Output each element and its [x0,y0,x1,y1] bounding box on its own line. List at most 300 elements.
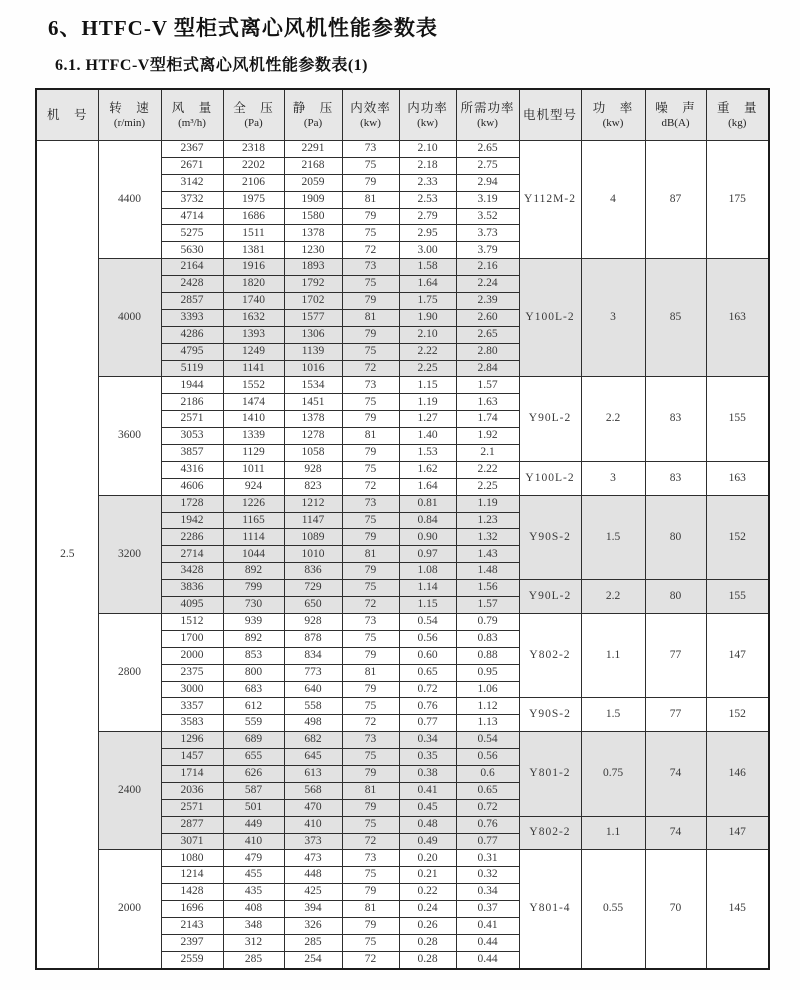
internal-efficiency-cell: 79 [342,208,399,225]
internal-power-cell: 0.28 [399,934,456,951]
internal-power-cell: 1.58 [399,259,456,276]
total-pressure-cell: 1129 [223,445,284,462]
internal-efficiency-cell: 79 [342,563,399,580]
total-pressure-cell: 799 [223,580,284,597]
static-pressure-cell: 1058 [284,445,342,462]
static-pressure-cell: 1139 [284,343,342,360]
static-pressure-cell: 836 [284,563,342,580]
static-pressure-cell: 1212 [284,495,342,512]
table-row [36,613,769,630]
noise-cell: 77 [645,613,706,697]
required-power-cell: 0.44 [456,951,519,969]
internal-efficiency-cell: 79 [342,529,399,546]
table-header [36,89,769,141]
air-volume-cell: 2143 [161,917,223,934]
speed-cell: 2000 [98,850,161,969]
air-volume-cell: 2571 [161,411,223,428]
static-pressure-cell: 1278 [284,428,342,445]
internal-efficiency-cell: 79 [342,681,399,698]
weight-cell: 152 [706,495,769,579]
noise-cell: 85 [645,259,706,377]
static-pressure-cell: 682 [284,732,342,749]
weight-cell: 147 [706,613,769,697]
air-volume-cell: 1944 [161,377,223,394]
col-header-title: 机 号 [46,107,88,122]
static-pressure-cell: 2168 [284,157,342,174]
required-power-cell: 0.44 [456,934,519,951]
internal-power-cell: 0.65 [399,664,456,681]
internal-efficiency-cell: 75 [342,580,399,597]
air-volume-cell: 5630 [161,242,223,259]
internal-power-cell: 0.72 [399,681,456,698]
motor-model-cell: Y90S-2 [519,495,581,579]
static-pressure-cell: 1893 [284,259,342,276]
total-pressure-cell: 1511 [223,225,284,242]
air-volume-cell: 1428 [161,884,223,901]
static-pressure-cell: 1378 [284,411,342,428]
static-pressure-cell: 410 [284,816,342,833]
internal-efficiency-cell: 75 [342,698,399,715]
static-pressure-cell: 394 [284,901,342,918]
static-pressure-cell: 425 [284,884,342,901]
internal-power-cell: 0.28 [399,951,456,969]
motor-power-cell: 3 [581,461,645,495]
required-power-cell: 2.75 [456,157,519,174]
internal-power-cell: 0.34 [399,732,456,749]
total-pressure-cell: 2106 [223,174,284,191]
total-pressure-cell: 449 [223,816,284,833]
air-volume-cell: 3428 [161,563,223,580]
col-header-internal-power [399,89,456,141]
col-header-unit: (kw) [360,116,381,129]
air-volume-cell: 4316 [161,461,223,478]
table-row [36,495,769,512]
total-pressure-cell: 348 [223,917,284,934]
internal-power-cell: 0.76 [399,698,456,715]
internal-power-cell: 0.41 [399,782,456,799]
internal-efficiency-cell: 72 [342,242,399,259]
air-volume-cell: 5119 [161,360,223,377]
total-pressure-cell: 455 [223,867,284,884]
weight-cell: 163 [706,461,769,495]
required-power-cell: 2.16 [456,259,519,276]
air-volume-cell: 1700 [161,630,223,647]
static-pressure-cell: 2291 [284,141,342,158]
static-pressure-cell: 1089 [284,529,342,546]
air-volume-cell: 1942 [161,512,223,529]
internal-efficiency-cell: 81 [342,546,399,563]
internal-power-cell: 0.97 [399,546,456,563]
internal-power-cell: 1.64 [399,276,456,293]
air-volume-cell: 2397 [161,934,223,951]
required-power-cell: 0.95 [456,664,519,681]
internal-efficiency-cell: 73 [342,377,399,394]
internal-efficiency-cell: 75 [342,749,399,766]
total-pressure-cell: 1975 [223,191,284,208]
internal-efficiency-cell: 79 [342,799,399,816]
speed-cell: 4000 [98,259,161,377]
speed-cell: 4400 [98,141,161,259]
required-power-cell: 2.84 [456,360,519,377]
internal-efficiency-cell: 79 [342,411,399,428]
static-pressure-cell: 498 [284,715,342,732]
static-pressure-cell: 2059 [284,174,342,191]
required-power-cell: 0.72 [456,799,519,816]
motor-model-cell: Y90S-2 [519,698,581,732]
internal-power-cell: 2.10 [399,326,456,343]
static-pressure-cell: 448 [284,867,342,884]
total-pressure-cell: 1226 [223,495,284,512]
noise-cell: 77 [645,698,706,732]
required-power-cell: 0.76 [456,816,519,833]
static-pressure-cell: 1016 [284,360,342,377]
required-power-cell: 2.94 [456,174,519,191]
static-pressure-cell: 613 [284,765,342,782]
required-power-cell: 0.56 [456,749,519,766]
internal-power-cell: 2.79 [399,208,456,225]
total-pressure-cell: 655 [223,749,284,766]
internal-efficiency-cell: 75 [342,394,399,411]
total-pressure-cell: 853 [223,647,284,664]
motor-power-cell: 0.75 [581,732,645,816]
internal-efficiency-cell: 79 [342,326,399,343]
air-volume-cell: 2671 [161,157,223,174]
internal-power-cell: 0.26 [399,917,456,934]
weight-cell: 147 [706,816,769,850]
required-power-cell: 0.54 [456,732,519,749]
required-power-cell: 1.06 [456,681,519,698]
air-volume-cell: 1214 [161,867,223,884]
col-header-title: 转 速 [109,100,150,115]
internal-power-cell: 0.90 [399,529,456,546]
static-pressure-cell: 470 [284,799,342,816]
required-power-cell: 1.12 [456,698,519,715]
air-volume-cell: 3732 [161,191,223,208]
required-power-cell: 0.31 [456,850,519,867]
internal-efficiency-cell: 75 [342,225,399,242]
col-header-unit: (kw) [417,116,438,129]
weight-cell: 175 [706,141,769,259]
required-power-cell: 3.73 [456,225,519,242]
total-pressure-cell: 1820 [223,276,284,293]
internal-efficiency-cell: 72 [342,833,399,850]
col-header-title: 重 量 [716,100,758,115]
required-power-cell: 0.83 [456,630,519,647]
page-title: 6、HTFC-V 型柜式离心风机性能参数表 [48,16,438,40]
motor-model-cell: Y802-2 [519,613,581,697]
total-pressure-cell: 1165 [223,512,284,529]
total-pressure-cell: 924 [223,478,284,495]
motor-model-cell: Y801-2 [519,732,581,816]
required-power-cell: 0.32 [456,867,519,884]
internal-efficiency-cell: 73 [342,613,399,630]
speed-cell: 3600 [98,377,161,495]
internal-power-cell: 1.15 [399,597,456,614]
total-pressure-cell: 435 [223,884,284,901]
motor-power-cell: 3 [581,259,645,377]
total-pressure-cell: 1393 [223,326,284,343]
col-header-static-pressure [284,89,342,141]
total-pressure-cell: 1044 [223,546,284,563]
internal-power-cell: 0.49 [399,833,456,850]
internal-power-cell: 1.19 [399,394,456,411]
motor-power-cell: 1.5 [581,698,645,732]
noise-cell: 80 [645,495,706,579]
noise-cell: 87 [645,141,706,259]
required-power-cell: 0.79 [456,613,519,630]
required-power-cell: 2.25 [456,478,519,495]
speed-cell: 2400 [98,732,161,850]
static-pressure-cell: 1147 [284,512,342,529]
static-pressure-cell: 650 [284,597,342,614]
col-header-title: 内功率 [407,100,448,115]
air-volume-cell: 3583 [161,715,223,732]
internal-efficiency-cell: 75 [342,276,399,293]
static-pressure-cell: 729 [284,580,342,597]
static-pressure-cell: 1702 [284,293,342,310]
noise-cell: 74 [645,816,706,850]
internal-power-cell: 3.00 [399,242,456,259]
required-power-cell: 2.65 [456,141,519,158]
air-volume-cell: 3836 [161,580,223,597]
required-power-cell: 2.80 [456,343,519,360]
internal-power-cell: 2.18 [399,157,456,174]
total-pressure-cell: 408 [223,901,284,918]
table-row [36,259,769,276]
air-volume-cell: 2286 [161,529,223,546]
internal-power-cell: 1.75 [399,293,456,310]
internal-efficiency-cell: 72 [342,360,399,377]
internal-efficiency-cell: 81 [342,191,399,208]
motor-power-cell: 2.2 [581,377,645,461]
motor-power-cell: 1.1 [581,816,645,850]
static-pressure-cell: 326 [284,917,342,934]
col-header-title: 内效率 [350,100,391,115]
internal-power-cell: 0.81 [399,495,456,512]
internal-power-cell: 1.27 [399,411,456,428]
required-power-cell: 1.32 [456,529,519,546]
total-pressure-cell: 1114 [223,529,284,546]
internal-efficiency-cell: 81 [342,782,399,799]
speed-cell: 2800 [98,613,161,731]
col-header-title: 所需功率 [460,100,515,115]
total-pressure-cell: 1339 [223,428,284,445]
motor-power-cell: 4 [581,141,645,259]
col-header-unit: (Pa) [244,116,263,129]
required-power-cell: 1.56 [456,580,519,597]
static-pressure-cell: 1010 [284,546,342,563]
static-pressure-cell: 773 [284,664,342,681]
table-row [36,850,769,867]
internal-efficiency-cell: 79 [342,293,399,310]
col-header-title: 全 压 [233,100,274,115]
internal-efficiency-cell: 75 [342,867,399,884]
total-pressure-cell: 1249 [223,343,284,360]
speed-cell: 3200 [98,495,161,613]
table-row [36,141,769,158]
required-power-cell: 1.63 [456,394,519,411]
total-pressure-cell: 626 [223,765,284,782]
air-volume-cell: 2714 [161,546,223,563]
internal-power-cell: 0.20 [399,850,456,867]
internal-efficiency-cell: 73 [342,850,399,867]
motor-model-cell: Y90L-2 [519,580,581,614]
internal-power-cell: 1.40 [399,428,456,445]
col-header-title: 风 量 [171,100,213,115]
internal-power-cell: 2.22 [399,343,456,360]
required-power-cell: 1.74 [456,411,519,428]
static-pressure-cell: 834 [284,647,342,664]
static-pressure-cell: 640 [284,681,342,698]
total-pressure-cell: 479 [223,850,284,867]
motor-model-cell: Y90L-2 [519,377,581,461]
motor-power-cell: 1.5 [581,495,645,579]
air-volume-cell: 4714 [161,208,223,225]
col-header-title: 静 压 [292,100,334,115]
col-header-title: 功 率 [592,100,634,115]
air-volume-cell: 4606 [161,478,223,495]
col-header-weight [706,89,769,141]
internal-power-cell: 1.90 [399,309,456,326]
total-pressure-cell: 1381 [223,242,284,259]
required-power-cell: 3.52 [456,208,519,225]
weight-cell: 146 [706,732,769,816]
col-header-noise [645,89,706,141]
static-pressure-cell: 285 [284,934,342,951]
required-power-cell: 1.23 [456,512,519,529]
air-volume-cell: 1512 [161,613,223,630]
static-pressure-cell: 1306 [284,326,342,343]
col-header-machine-no [36,89,98,141]
table-body [36,141,769,970]
required-power-cell: 0.34 [456,884,519,901]
required-power-cell: 2.65 [456,326,519,343]
air-volume-cell: 2559 [161,951,223,969]
weight-cell: 163 [706,259,769,377]
total-pressure-cell: 612 [223,698,284,715]
required-power-cell: 0.65 [456,782,519,799]
internal-efficiency-cell: 72 [342,951,399,969]
internal-efficiency-cell: 73 [342,141,399,158]
internal-efficiency-cell: 73 [342,732,399,749]
air-volume-cell: 5275 [161,225,223,242]
table-row [36,377,769,394]
required-power-cell: 0.77 [456,833,519,850]
required-power-cell: 1.57 [456,377,519,394]
internal-efficiency-cell: 72 [342,478,399,495]
air-volume-cell: 1080 [161,850,223,867]
col-header-unit: (r/min) [113,116,146,129]
internal-efficiency-cell: 81 [342,901,399,918]
static-pressure-cell: 1534 [284,377,342,394]
motor-power-cell: 1.1 [581,613,645,697]
static-pressure-cell: 1378 [284,225,342,242]
total-pressure-cell: 285 [223,951,284,969]
total-pressure-cell: 559 [223,715,284,732]
static-pressure-cell: 928 [284,613,342,630]
internal-power-cell: 2.25 [399,360,456,377]
noise-cell: 74 [645,732,706,816]
internal-efficiency-cell: 79 [342,765,399,782]
col-header-unit: dB(A) [661,116,690,129]
col-header-motor-model [519,89,581,141]
total-pressure-cell: 1632 [223,309,284,326]
total-pressure-cell: 587 [223,782,284,799]
required-power-cell: 0.88 [456,647,519,664]
air-volume-cell: 1714 [161,765,223,782]
internal-power-cell: 0.77 [399,715,456,732]
total-pressure-cell: 1916 [223,259,284,276]
internal-power-cell: 0.45 [399,799,456,816]
air-volume-cell: 1296 [161,732,223,749]
air-volume-cell: 3071 [161,833,223,850]
motor-model-cell: Y802-2 [519,816,581,850]
total-pressure-cell: 683 [223,681,284,698]
machine-no-cell: 2.5 [36,141,98,970]
total-pressure-cell: 730 [223,597,284,614]
required-power-cell: 1.19 [456,495,519,512]
col-header-title: 电机型号 [522,107,577,122]
total-pressure-cell: 892 [223,563,284,580]
required-power-cell: 1.92 [456,428,519,445]
internal-power-cell: 1.62 [399,461,456,478]
air-volume-cell: 4286 [161,326,223,343]
air-volume-cell: 4095 [161,597,223,614]
internal-power-cell: 0.21 [399,867,456,884]
noise-cell: 80 [645,580,706,614]
internal-efficiency-cell: 73 [342,495,399,512]
air-volume-cell: 1457 [161,749,223,766]
static-pressure-cell: 1909 [284,191,342,208]
internal-power-cell: 0.35 [399,749,456,766]
internal-efficiency-cell: 72 [342,715,399,732]
air-volume-cell: 2428 [161,276,223,293]
total-pressure-cell: 939 [223,613,284,630]
internal-power-cell: 1.53 [399,445,456,462]
total-pressure-cell: 1011 [223,461,284,478]
fan-performance-table [35,88,770,970]
static-pressure-cell: 1580 [284,208,342,225]
table-row [36,732,769,749]
internal-power-cell: 2.53 [399,191,456,208]
static-pressure-cell: 1230 [284,242,342,259]
air-volume-cell: 3393 [161,309,223,326]
internal-power-cell: 0.54 [399,613,456,630]
total-pressure-cell: 689 [223,732,284,749]
internal-efficiency-cell: 73 [342,259,399,276]
required-power-cell: 0.37 [456,901,519,918]
air-volume-cell: 1728 [161,495,223,512]
internal-power-cell: 1.14 [399,580,456,597]
internal-power-cell: 1.08 [399,563,456,580]
static-pressure-cell: 473 [284,850,342,867]
static-pressure-cell: 878 [284,630,342,647]
internal-efficiency-cell: 79 [342,917,399,934]
col-header-motor-power [581,89,645,141]
total-pressure-cell: 2318 [223,141,284,158]
required-power-cell: 1.43 [456,546,519,563]
air-volume-cell: 1696 [161,901,223,918]
motor-power-cell: 2.2 [581,580,645,614]
air-volume-cell: 3142 [161,174,223,191]
internal-power-cell: 0.56 [399,630,456,647]
internal-efficiency-cell: 75 [342,512,399,529]
required-power-cell: 0.6 [456,765,519,782]
air-volume-cell: 4795 [161,343,223,360]
internal-efficiency-cell: 79 [342,174,399,191]
air-volume-cell: 3000 [161,681,223,698]
internal-efficiency-cell: 72 [342,597,399,614]
